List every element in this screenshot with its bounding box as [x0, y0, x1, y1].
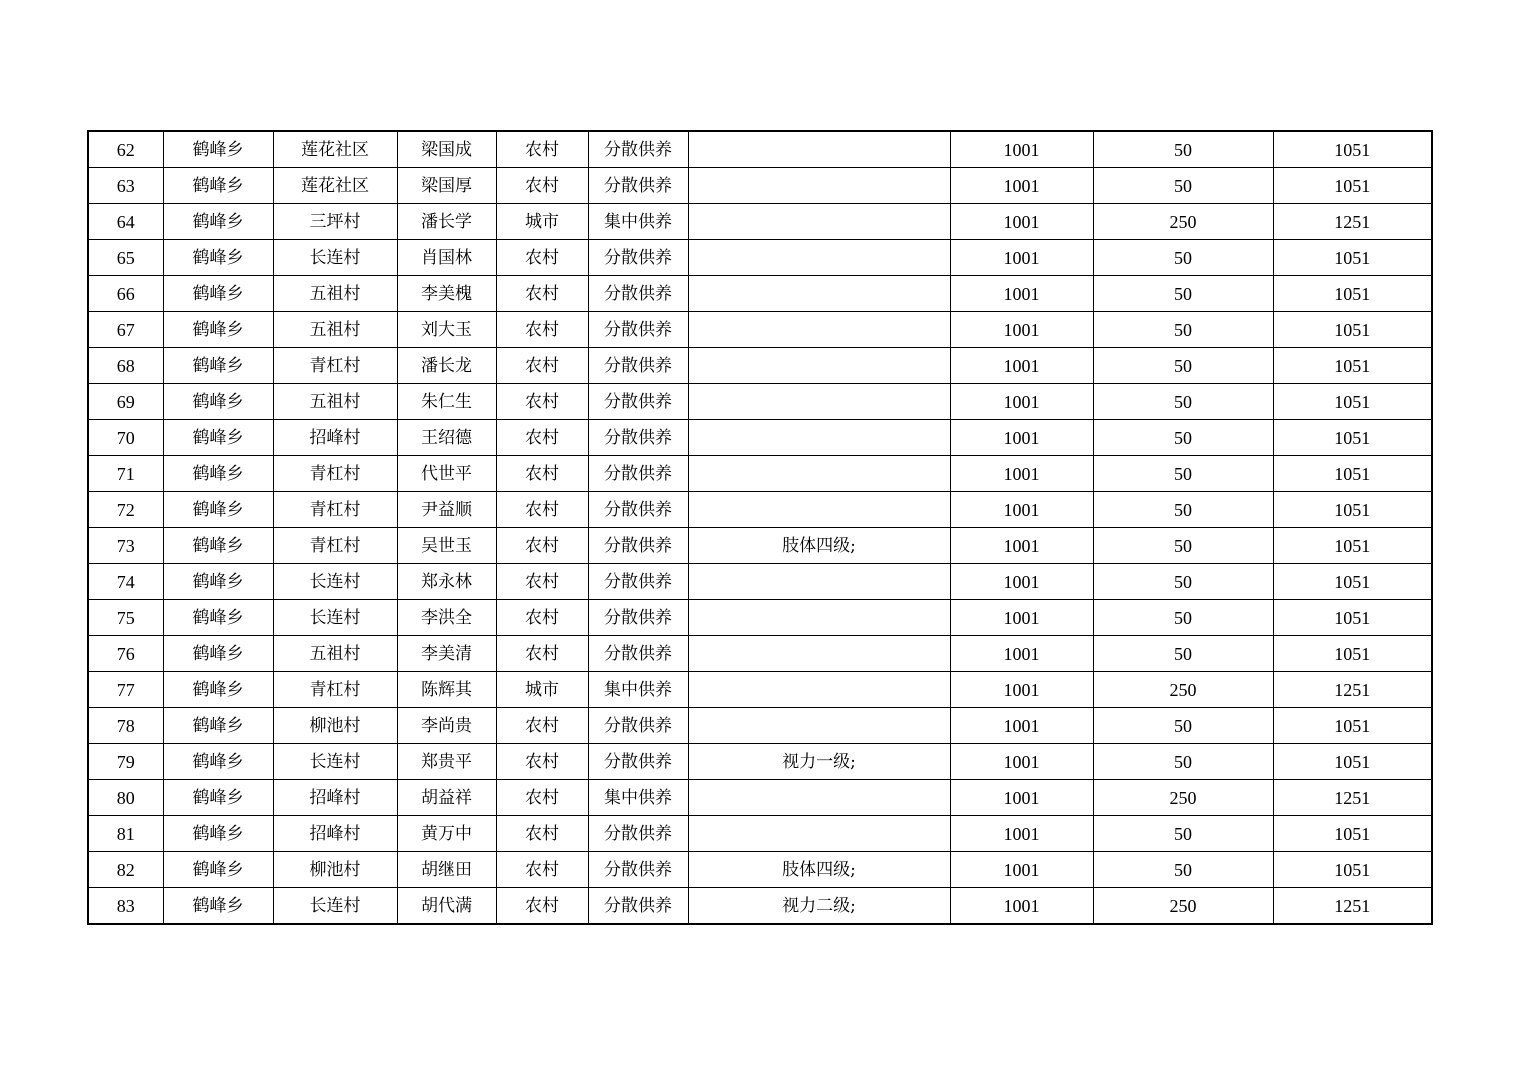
- village-cell: 长连村: [273, 888, 397, 925]
- support-type-cell: 分散供养: [588, 744, 688, 780]
- township-cell: 鹤峰乡: [163, 131, 273, 168]
- household-type-cell: 农村: [496, 564, 588, 600]
- table-row: [88, 420, 1432, 456]
- village-cell: 青杠村: [273, 672, 397, 708]
- row-index-cell: 66: [88, 276, 163, 312]
- total-amount-cell: 1251: [1273, 672, 1432, 708]
- household-type-cell: 农村: [496, 780, 588, 816]
- total-amount-cell: 1051: [1273, 240, 1432, 276]
- township-cell: 鹤峰乡: [163, 276, 273, 312]
- total-amount-cell: 1051: [1273, 348, 1432, 384]
- township-cell: 鹤峰乡: [163, 672, 273, 708]
- total-amount-cell: 1051: [1273, 708, 1432, 744]
- person-name-cell: 尹益顺: [397, 492, 496, 528]
- table-row: [88, 131, 1432, 168]
- base-amount-cell: 1001: [950, 276, 1093, 312]
- table-row: [88, 492, 1432, 528]
- village-cell: 长连村: [273, 600, 397, 636]
- disability-level-cell: [688, 492, 950, 528]
- disability-level-cell: 肢体四级;: [688, 852, 950, 888]
- allowance-amount-cell: 250: [1093, 780, 1273, 816]
- base-amount-cell: 1001: [950, 384, 1093, 420]
- township-cell: 鹤峰乡: [163, 636, 273, 672]
- table-row: [88, 528, 1432, 564]
- total-amount-cell: 1051: [1273, 456, 1432, 492]
- household-type-cell: 农村: [496, 456, 588, 492]
- disability-level-cell: 肢体四级;: [688, 528, 950, 564]
- township-cell: 鹤峰乡: [163, 420, 273, 456]
- support-type-cell: 分散供养: [588, 420, 688, 456]
- support-type-cell: 分散供养: [588, 528, 688, 564]
- base-amount-cell: 1001: [950, 240, 1093, 276]
- total-amount-cell: 1051: [1273, 312, 1432, 348]
- household-type-cell: 农村: [496, 276, 588, 312]
- table-row: [88, 312, 1432, 348]
- village-cell: 招峰村: [273, 816, 397, 852]
- row-index-cell: 70: [88, 420, 163, 456]
- row-index-cell: 67: [88, 312, 163, 348]
- disability-level-cell: [688, 168, 950, 204]
- person-name-cell: 胡益祥: [397, 780, 496, 816]
- table-body: [88, 131, 1432, 924]
- village-cell: 五祖村: [273, 384, 397, 420]
- base-amount-cell: 1001: [950, 492, 1093, 528]
- village-cell: 五祖村: [273, 636, 397, 672]
- row-index-cell: 76: [88, 636, 163, 672]
- allowance-amount-cell: 50: [1093, 131, 1273, 168]
- allowance-amount-cell: 50: [1093, 852, 1273, 888]
- person-name-cell: 郑贵平: [397, 744, 496, 780]
- person-name-cell: 潘长学: [397, 204, 496, 240]
- allowance-amount-cell: 250: [1093, 672, 1273, 708]
- row-index-cell: 74: [88, 564, 163, 600]
- total-amount-cell: 1251: [1273, 888, 1432, 925]
- base-amount-cell: 1001: [950, 672, 1093, 708]
- disability-level-cell: [688, 456, 950, 492]
- person-name-cell: 潘长龙: [397, 348, 496, 384]
- household-type-cell: 农村: [496, 744, 588, 780]
- allowance-amount-cell: 50: [1093, 348, 1273, 384]
- table-row: [88, 240, 1432, 276]
- row-index-cell: 73: [88, 528, 163, 564]
- person-name-cell: 李尚贵: [397, 708, 496, 744]
- disability-level-cell: [688, 131, 950, 168]
- household-type-cell: 城市: [496, 204, 588, 240]
- table-row: [88, 168, 1432, 204]
- table-row: [88, 672, 1432, 708]
- table-row: [88, 636, 1432, 672]
- table-row: [88, 708, 1432, 744]
- base-amount-cell: 1001: [950, 528, 1093, 564]
- total-amount-cell: 1051: [1273, 420, 1432, 456]
- base-amount-cell: 1001: [950, 744, 1093, 780]
- row-index-cell: 79: [88, 744, 163, 780]
- person-name-cell: 梁国厚: [397, 168, 496, 204]
- base-amount-cell: 1001: [950, 888, 1093, 925]
- support-type-cell: 分散供养: [588, 636, 688, 672]
- household-type-cell: 城市: [496, 672, 588, 708]
- village-cell: 柳池村: [273, 708, 397, 744]
- village-cell: 招峰村: [273, 420, 397, 456]
- person-name-cell: 梁国成: [397, 131, 496, 168]
- township-cell: 鹤峰乡: [163, 204, 273, 240]
- base-amount-cell: 1001: [950, 708, 1093, 744]
- household-type-cell: 农村: [496, 492, 588, 528]
- support-type-cell: 分散供养: [588, 240, 688, 276]
- person-name-cell: 朱仁生: [397, 384, 496, 420]
- table-row: [88, 600, 1432, 636]
- person-name-cell: 李美槐: [397, 276, 496, 312]
- village-cell: 青杠村: [273, 348, 397, 384]
- support-type-cell: 分散供养: [588, 348, 688, 384]
- support-type-cell: 分散供养: [588, 384, 688, 420]
- base-amount-cell: 1001: [950, 131, 1093, 168]
- township-cell: 鹤峰乡: [163, 492, 273, 528]
- allowance-amount-cell: 50: [1093, 816, 1273, 852]
- allowance-amount-cell: 50: [1093, 636, 1273, 672]
- row-index-cell: 62: [88, 131, 163, 168]
- table-row: [88, 384, 1432, 420]
- household-type-cell: 农村: [496, 131, 588, 168]
- household-type-cell: 农村: [496, 888, 588, 925]
- total-amount-cell: 1051: [1273, 564, 1432, 600]
- support-type-cell: 集中供养: [588, 780, 688, 816]
- table-row: [88, 888, 1432, 925]
- row-index-cell: 80: [88, 780, 163, 816]
- base-amount-cell: 1001: [950, 600, 1093, 636]
- support-type-cell: 分散供养: [588, 168, 688, 204]
- township-cell: 鹤峰乡: [163, 852, 273, 888]
- disability-level-cell: [688, 780, 950, 816]
- person-name-cell: 陈辉其: [397, 672, 496, 708]
- allowance-amount-cell: 50: [1093, 276, 1273, 312]
- total-amount-cell: 1051: [1273, 131, 1432, 168]
- row-index-cell: 65: [88, 240, 163, 276]
- village-cell: 三坪村: [273, 204, 397, 240]
- total-amount-cell: 1051: [1273, 852, 1432, 888]
- allowance-amount-cell: 50: [1093, 456, 1273, 492]
- person-name-cell: 李洪全: [397, 600, 496, 636]
- household-type-cell: 农村: [496, 348, 588, 384]
- row-index-cell: 83: [88, 888, 163, 925]
- base-amount-cell: 1001: [950, 312, 1093, 348]
- row-index-cell: 75: [88, 600, 163, 636]
- household-type-cell: 农村: [496, 312, 588, 348]
- base-amount-cell: 1001: [950, 852, 1093, 888]
- household-type-cell: 农村: [496, 708, 588, 744]
- table-row: [88, 456, 1432, 492]
- village-cell: 青杠村: [273, 456, 397, 492]
- village-cell: 长连村: [273, 564, 397, 600]
- township-cell: 鹤峰乡: [163, 348, 273, 384]
- disability-level-cell: [688, 240, 950, 276]
- base-amount-cell: 1001: [950, 168, 1093, 204]
- base-amount-cell: 1001: [950, 420, 1093, 456]
- person-name-cell: 郑永林: [397, 564, 496, 600]
- table-row: [88, 852, 1432, 888]
- village-cell: 五祖村: [273, 276, 397, 312]
- total-amount-cell: 1051: [1273, 276, 1432, 312]
- person-name-cell: 王绍德: [397, 420, 496, 456]
- village-cell: 青杠村: [273, 528, 397, 564]
- township-cell: 鹤峰乡: [163, 708, 273, 744]
- disability-level-cell: [688, 708, 950, 744]
- base-amount-cell: 1001: [950, 204, 1093, 240]
- total-amount-cell: 1051: [1273, 600, 1432, 636]
- person-name-cell: 肖国林: [397, 240, 496, 276]
- row-index-cell: 64: [88, 204, 163, 240]
- allowance-amount-cell: 50: [1093, 312, 1273, 348]
- township-cell: 鹤峰乡: [163, 528, 273, 564]
- support-type-cell: 分散供养: [588, 708, 688, 744]
- township-cell: 鹤峰乡: [163, 816, 273, 852]
- village-cell: 柳池村: [273, 852, 397, 888]
- allowance-amount-cell: 50: [1093, 384, 1273, 420]
- household-type-cell: 农村: [496, 528, 588, 564]
- township-cell: 鹤峰乡: [163, 240, 273, 276]
- row-index-cell: 77: [88, 672, 163, 708]
- total-amount-cell: 1251: [1273, 780, 1432, 816]
- township-cell: 鹤峰乡: [163, 600, 273, 636]
- village-cell: 莲花社区: [273, 131, 397, 168]
- disability-level-cell: [688, 384, 950, 420]
- row-index-cell: 78: [88, 708, 163, 744]
- household-type-cell: 农村: [496, 420, 588, 456]
- table-row: [88, 204, 1432, 240]
- township-cell: 鹤峰乡: [163, 780, 273, 816]
- township-cell: 鹤峰乡: [163, 564, 273, 600]
- village-cell: 长连村: [273, 240, 397, 276]
- household-type-cell: 农村: [496, 600, 588, 636]
- row-index-cell: 72: [88, 492, 163, 528]
- township-cell: 鹤峰乡: [163, 888, 273, 925]
- base-amount-cell: 1001: [950, 780, 1093, 816]
- disability-level-cell: 视力二级;: [688, 888, 950, 925]
- household-type-cell: 农村: [496, 636, 588, 672]
- total-amount-cell: 1051: [1273, 528, 1432, 564]
- disability-level-cell: [688, 672, 950, 708]
- total-amount-cell: 1251: [1273, 204, 1432, 240]
- row-index-cell: 81: [88, 816, 163, 852]
- allowance-amount-cell: 250: [1093, 204, 1273, 240]
- household-type-cell: 农村: [496, 816, 588, 852]
- row-index-cell: 68: [88, 348, 163, 384]
- support-type-cell: 分散供养: [588, 564, 688, 600]
- allowance-amount-cell: 50: [1093, 564, 1273, 600]
- base-amount-cell: 1001: [950, 816, 1093, 852]
- support-type-cell: 分散供养: [588, 852, 688, 888]
- township-cell: 鹤峰乡: [163, 312, 273, 348]
- disability-level-cell: [688, 816, 950, 852]
- disability-level-cell: [688, 636, 950, 672]
- support-type-cell: 分散供养: [588, 276, 688, 312]
- allowance-amount-cell: 50: [1093, 708, 1273, 744]
- disability-level-cell: [688, 276, 950, 312]
- table-row: [88, 564, 1432, 600]
- row-index-cell: 71: [88, 456, 163, 492]
- support-type-cell: 集中供养: [588, 204, 688, 240]
- total-amount-cell: 1051: [1273, 384, 1432, 420]
- allowance-amount-cell: 50: [1093, 744, 1273, 780]
- data-table: [87, 130, 1433, 925]
- village-cell: 招峰村: [273, 780, 397, 816]
- support-type-cell: 分散供养: [588, 816, 688, 852]
- table-row: [88, 348, 1432, 384]
- disability-level-cell: [688, 564, 950, 600]
- person-name-cell: 吴世玉: [397, 528, 496, 564]
- village-cell: 长连村: [273, 744, 397, 780]
- row-index-cell: 82: [88, 852, 163, 888]
- allowance-amount-cell: 50: [1093, 492, 1273, 528]
- row-index-cell: 69: [88, 384, 163, 420]
- support-type-cell: 分散供养: [588, 888, 688, 925]
- total-amount-cell: 1051: [1273, 492, 1432, 528]
- village-cell: 莲花社区: [273, 168, 397, 204]
- base-amount-cell: 1001: [950, 636, 1093, 672]
- township-cell: 鹤峰乡: [163, 168, 273, 204]
- village-cell: 青杠村: [273, 492, 397, 528]
- base-amount-cell: 1001: [950, 348, 1093, 384]
- person-name-cell: 胡继田: [397, 852, 496, 888]
- row-index-cell: 63: [88, 168, 163, 204]
- total-amount-cell: 1051: [1273, 636, 1432, 672]
- table-row: [88, 816, 1432, 852]
- person-name-cell: 黄万中: [397, 816, 496, 852]
- village-cell: 五祖村: [273, 312, 397, 348]
- township-cell: 鹤峰乡: [163, 384, 273, 420]
- total-amount-cell: 1051: [1273, 816, 1432, 852]
- household-type-cell: 农村: [496, 168, 588, 204]
- township-cell: 鹤峰乡: [163, 456, 273, 492]
- table-row: [88, 780, 1432, 816]
- support-type-cell: 分散供养: [588, 312, 688, 348]
- person-name-cell: 刘大玉: [397, 312, 496, 348]
- household-type-cell: 农村: [496, 240, 588, 276]
- township-cell: 鹤峰乡: [163, 744, 273, 780]
- disability-level-cell: [688, 312, 950, 348]
- support-type-cell: 分散供养: [588, 456, 688, 492]
- allowance-amount-cell: 250: [1093, 888, 1273, 925]
- allowance-amount-cell: 50: [1093, 600, 1273, 636]
- person-name-cell: 李美清: [397, 636, 496, 672]
- support-type-cell: 分散供养: [588, 131, 688, 168]
- disability-level-cell: 视力一级;: [688, 744, 950, 780]
- support-type-cell: 分散供养: [588, 600, 688, 636]
- household-type-cell: 农村: [496, 852, 588, 888]
- household-type-cell: 农村: [496, 384, 588, 420]
- total-amount-cell: 1051: [1273, 744, 1432, 780]
- person-name-cell: 胡代满: [397, 888, 496, 925]
- support-type-cell: 集中供养: [588, 672, 688, 708]
- disability-level-cell: [688, 420, 950, 456]
- base-amount-cell: 1001: [950, 456, 1093, 492]
- disability-level-cell: [688, 204, 950, 240]
- table-row: [88, 744, 1432, 780]
- allowance-amount-cell: 50: [1093, 528, 1273, 564]
- table-row: [88, 276, 1432, 312]
- base-amount-cell: 1001: [950, 564, 1093, 600]
- total-amount-cell: 1051: [1273, 168, 1432, 204]
- allowance-amount-cell: 50: [1093, 420, 1273, 456]
- allowance-amount-cell: 50: [1093, 240, 1273, 276]
- person-name-cell: 代世平: [397, 456, 496, 492]
- disability-level-cell: [688, 348, 950, 384]
- support-type-cell: 分散供养: [588, 492, 688, 528]
- disability-level-cell: [688, 600, 950, 636]
- allowance-amount-cell: 50: [1093, 168, 1273, 204]
